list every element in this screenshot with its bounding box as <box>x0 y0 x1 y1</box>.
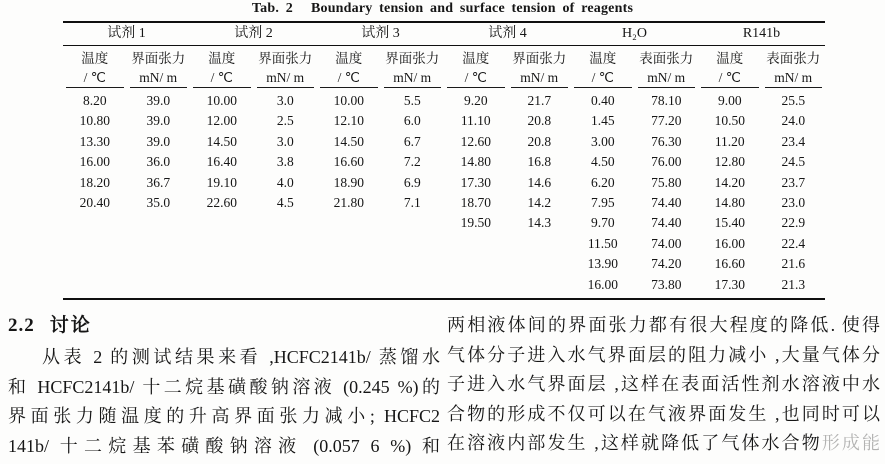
column-title: 界面张力 <box>385 51 440 66</box>
table-cell: 11.20 <box>714 133 745 149</box>
table-cell <box>381 234 445 254</box>
table-cell: 9.20 <box>463 93 488 108</box>
table-cell <box>381 213 445 233</box>
column-unit: / ℃ <box>718 70 741 85</box>
table-cell: 16.00 <box>714 235 745 251</box>
table-cell <box>190 275 254 295</box>
table-cell: 14.3 <box>527 215 552 231</box>
table-cell: 14.2 <box>527 194 552 210</box>
table-group-header: 试剂 4 <box>488 26 527 41</box>
section-title: 讨论 <box>49 315 92 336</box>
table-cell: 77.20 <box>651 113 682 129</box>
table-cell <box>381 275 445 295</box>
table-cell: 20.8 <box>527 133 552 149</box>
paragraph-line: 从表 2 的测试结果来看 ,HCFC2141b/ 蒸馏水 <box>42 347 440 367</box>
table-cell: 6.0 <box>403 113 421 129</box>
table-cell: 74.40 <box>651 194 682 210</box>
table-cell: 22.60 <box>206 194 237 210</box>
table-cell: 24.0 <box>781 113 806 129</box>
table-cell: 74.20 <box>651 256 682 272</box>
table-cell: 8.20 <box>82 93 107 108</box>
table-cell: 23.4 <box>781 133 806 149</box>
table-cell: 10.00 <box>206 93 237 108</box>
text-column-left <box>8 311 440 461</box>
table-column-header <box>130 46 188 88</box>
table-cell: 39.0 <box>146 133 171 149</box>
table-cell: 20.8 <box>527 113 552 129</box>
table-cell <box>127 254 191 274</box>
table-cell: 3.8 <box>276 154 294 170</box>
table-cell: 14.80 <box>460 154 491 170</box>
table-cell: 76.00 <box>651 154 682 170</box>
table-cell: 6.7 <box>403 133 421 149</box>
column-title: 温度 <box>589 51 617 66</box>
table-cell <box>317 275 381 295</box>
table-column-header <box>320 46 378 88</box>
table-cell <box>127 213 191 233</box>
table-cell: 36.0 <box>146 154 171 170</box>
table-cell: 19.10 <box>206 174 237 190</box>
table-cell: 21.7 <box>527 93 552 108</box>
table-cell <box>317 234 381 254</box>
table-column-header <box>511 46 569 88</box>
table-cell: 14.20 <box>714 174 745 190</box>
table-column-header <box>701 46 759 88</box>
table-column-header <box>66 46 124 88</box>
table-cell <box>444 275 508 295</box>
table-cell: 16.60 <box>333 154 364 170</box>
paragraph-line: 子进入水气界面层 ,这样在表面活性剂水溶液中水 <box>447 374 880 394</box>
table-cell: 14.80 <box>714 194 745 210</box>
table-cell: 78.10 <box>651 93 682 108</box>
section-heading <box>8 311 440 341</box>
table-cell: 19.50 <box>460 215 491 231</box>
table-cell: 12.00 <box>206 113 237 129</box>
table-group-header: 试剂 3 <box>361 26 400 41</box>
paragraph-line-last <box>447 429 880 459</box>
table-cell: 74.00 <box>651 235 682 251</box>
table-cell: 18.20 <box>79 174 110 190</box>
table-cell: 23.7 <box>781 174 806 190</box>
table-cell <box>63 275 127 295</box>
table-cell: 12.80 <box>714 154 745 170</box>
table-cell: 13.30 <box>79 133 110 149</box>
table-column-header <box>574 46 632 88</box>
table-cell <box>254 213 318 233</box>
text-column-right <box>447 311 880 459</box>
table-cell: 36.7 <box>146 174 171 190</box>
paragraph-line: 141b/ 十二烷基苯磺酸钠溶液 (0.057 6 %) 和 <box>8 435 440 456</box>
table-cell: 9.00 <box>717 93 742 108</box>
table-cell: 10.00 <box>333 93 364 108</box>
table-caption-title: Boundary tension and surface tension of reagents <box>310 1 634 16</box>
table-caption-label: Tab. 2 <box>251 1 293 16</box>
column-title: 表面张力 <box>766 51 821 66</box>
table-cell: 16.00 <box>587 276 618 292</box>
table-cell <box>444 254 508 274</box>
table-cell <box>127 275 191 295</box>
table-cell: 25.5 <box>781 93 806 108</box>
table-cell <box>254 254 318 274</box>
table-cell: 39.0 <box>146 113 171 129</box>
table-cell <box>63 213 127 233</box>
table-cell: 1.45 <box>590 113 615 129</box>
table-cell: 14.50 <box>206 133 237 149</box>
table-cell: 4.5 <box>276 194 294 210</box>
table-cell: 16.40 <box>206 154 237 170</box>
column-unit: / ℃ <box>591 70 614 85</box>
table-cell: 7.2 <box>403 154 421 170</box>
table-cell: 73.80 <box>651 276 682 292</box>
column-unit: mN/ m <box>266 70 305 85</box>
table-cell <box>508 275 572 295</box>
table-cell <box>317 213 381 233</box>
section-number: 2.2 <box>8 315 35 336</box>
table-cell <box>63 254 127 274</box>
column-title: 界面张力 <box>131 51 186 66</box>
column-unit: mN/ m <box>774 70 813 85</box>
table-cell: 76.30 <box>651 133 682 149</box>
column-unit: / ℃ <box>210 70 233 85</box>
column-unit: mN/ m <box>393 70 432 85</box>
column-title: 界面张力 <box>258 51 313 66</box>
table-column-header <box>384 46 442 88</box>
table-cell: 9.70 <box>590 215 615 231</box>
column-title: 温度 <box>335 51 363 66</box>
column-title: 温度 <box>716 51 744 66</box>
data-table <box>63 21 825 300</box>
table-cell: 22.4 <box>781 235 806 251</box>
table-cell: 12.60 <box>460 133 491 149</box>
table-cell: 11.50 <box>587 235 618 251</box>
table-cell: 21.6 <box>781 256 806 272</box>
column-title: 温度 <box>208 51 236 66</box>
table-cell: 11.10 <box>460 113 491 129</box>
column-title: 界面张力 <box>512 51 567 66</box>
table-cell: 7.95 <box>590 194 615 210</box>
table-cell: 4.50 <box>590 154 615 170</box>
table-cell: 15.40 <box>714 215 745 231</box>
table-group-header: H₂O <box>621 26 648 41</box>
table-cell <box>508 234 572 254</box>
table-cell: 10.50 <box>714 113 745 129</box>
paragraph-line: 两相液体间的界面张力都有很大程度的降低. 使得 <box>447 315 880 335</box>
table-cell: 17.30 <box>460 174 491 190</box>
column-title: 温度 <box>462 51 490 66</box>
paragraph-line: 气体分子进入水气界面层的阻力减小 ,大量气体分 <box>447 344 880 365</box>
table-body <box>63 88 825 300</box>
table-cell: 5.5 <box>403 93 421 108</box>
column-title: 温度 <box>81 51 109 66</box>
table-column-header <box>638 46 696 88</box>
table-group-header: 试剂 1 <box>107 26 146 41</box>
column-unit: / ℃ <box>337 70 360 85</box>
table-cell <box>190 234 254 254</box>
table-cell: 21.3 <box>781 276 806 292</box>
table-cell: 7.1 <box>403 194 421 210</box>
table-cell <box>444 234 508 254</box>
table-cell <box>127 234 191 254</box>
last-line-main: 在溶液内部发生 ,这样就降低了气体水合物 <box>447 433 822 453</box>
table-cell <box>190 254 254 274</box>
table-column-header <box>257 46 315 88</box>
table-cell: 6.9 <box>403 174 421 190</box>
paragraph-line: 和 HCFC2141b/ 十二烷基磺酸钠溶液 (0.245 %)的 <box>8 376 440 397</box>
table-cell: 74.40 <box>651 215 682 231</box>
column-unit: mN/ m <box>139 70 178 85</box>
table-cell: 16.00 <box>79 154 110 170</box>
table-cell: 18.70 <box>460 194 491 210</box>
column-title: 表面张力 <box>639 51 694 66</box>
table-cell: 10.80 <box>79 113 110 129</box>
column-unit: / ℃ <box>83 70 106 85</box>
table-cell <box>254 275 318 295</box>
table-cell: 14.6 <box>527 174 552 190</box>
table-cell: 16.8 <box>527 154 552 170</box>
column-unit: / ℃ <box>464 70 487 85</box>
paragraph-line: 合物的形成不仅可以在气液界面发生 ,也同时可以 <box>447 403 880 424</box>
table-cell <box>63 234 127 254</box>
table-group-header: 试剂 2 <box>234 26 273 41</box>
table-caption <box>0 1 885 17</box>
last-line-faded: 形成能 <box>821 433 881 453</box>
table-cell: 3.0 <box>276 93 294 108</box>
table-cell: 35.0 <box>146 194 171 210</box>
table-cell: 13.90 <box>587 256 618 272</box>
column-unit: mN/ m <box>520 70 559 85</box>
table-cell: 16.60 <box>714 256 745 272</box>
table-cell: 22.9 <box>781 215 806 231</box>
table-cell: 20.40 <box>79 194 110 210</box>
table-group-header: R141b <box>742 26 781 41</box>
column-unit: mN/ m <box>647 70 686 85</box>
table-column-header <box>765 46 823 88</box>
table-cell: 39.0 <box>146 93 171 108</box>
table-cell: 6.20 <box>590 174 615 190</box>
table-cell: 2.5 <box>276 113 294 129</box>
table-cell: 12.10 <box>333 113 364 129</box>
table-column-header <box>447 46 505 88</box>
table-cell: 3.00 <box>590 133 615 149</box>
table-column-header <box>193 46 251 88</box>
table-cell: 24.5 <box>781 154 806 170</box>
table-cell: 4.0 <box>276 174 294 190</box>
table-cell: 21.80 <box>333 194 364 210</box>
table-cell <box>254 234 318 254</box>
table-group-row <box>63 21 825 46</box>
table-cell: 3.0 <box>276 133 294 149</box>
table-cell: 14.50 <box>333 133 364 149</box>
table-cell <box>381 254 445 274</box>
table-subheader-row <box>63 46 825 88</box>
table-cell: 0.40 <box>590 93 615 108</box>
paragraph-line: 界面张力随温度的升高界面张力减小; HCFC2 <box>8 406 440 426</box>
table-cell <box>190 213 254 233</box>
table-cell <box>508 254 572 274</box>
table-cell: 75.80 <box>651 174 682 190</box>
table-cell: 23.0 <box>781 194 806 210</box>
table-cell: 17.30 <box>714 276 745 292</box>
table-cell: 18.90 <box>333 174 364 190</box>
table-cell <box>317 254 381 274</box>
